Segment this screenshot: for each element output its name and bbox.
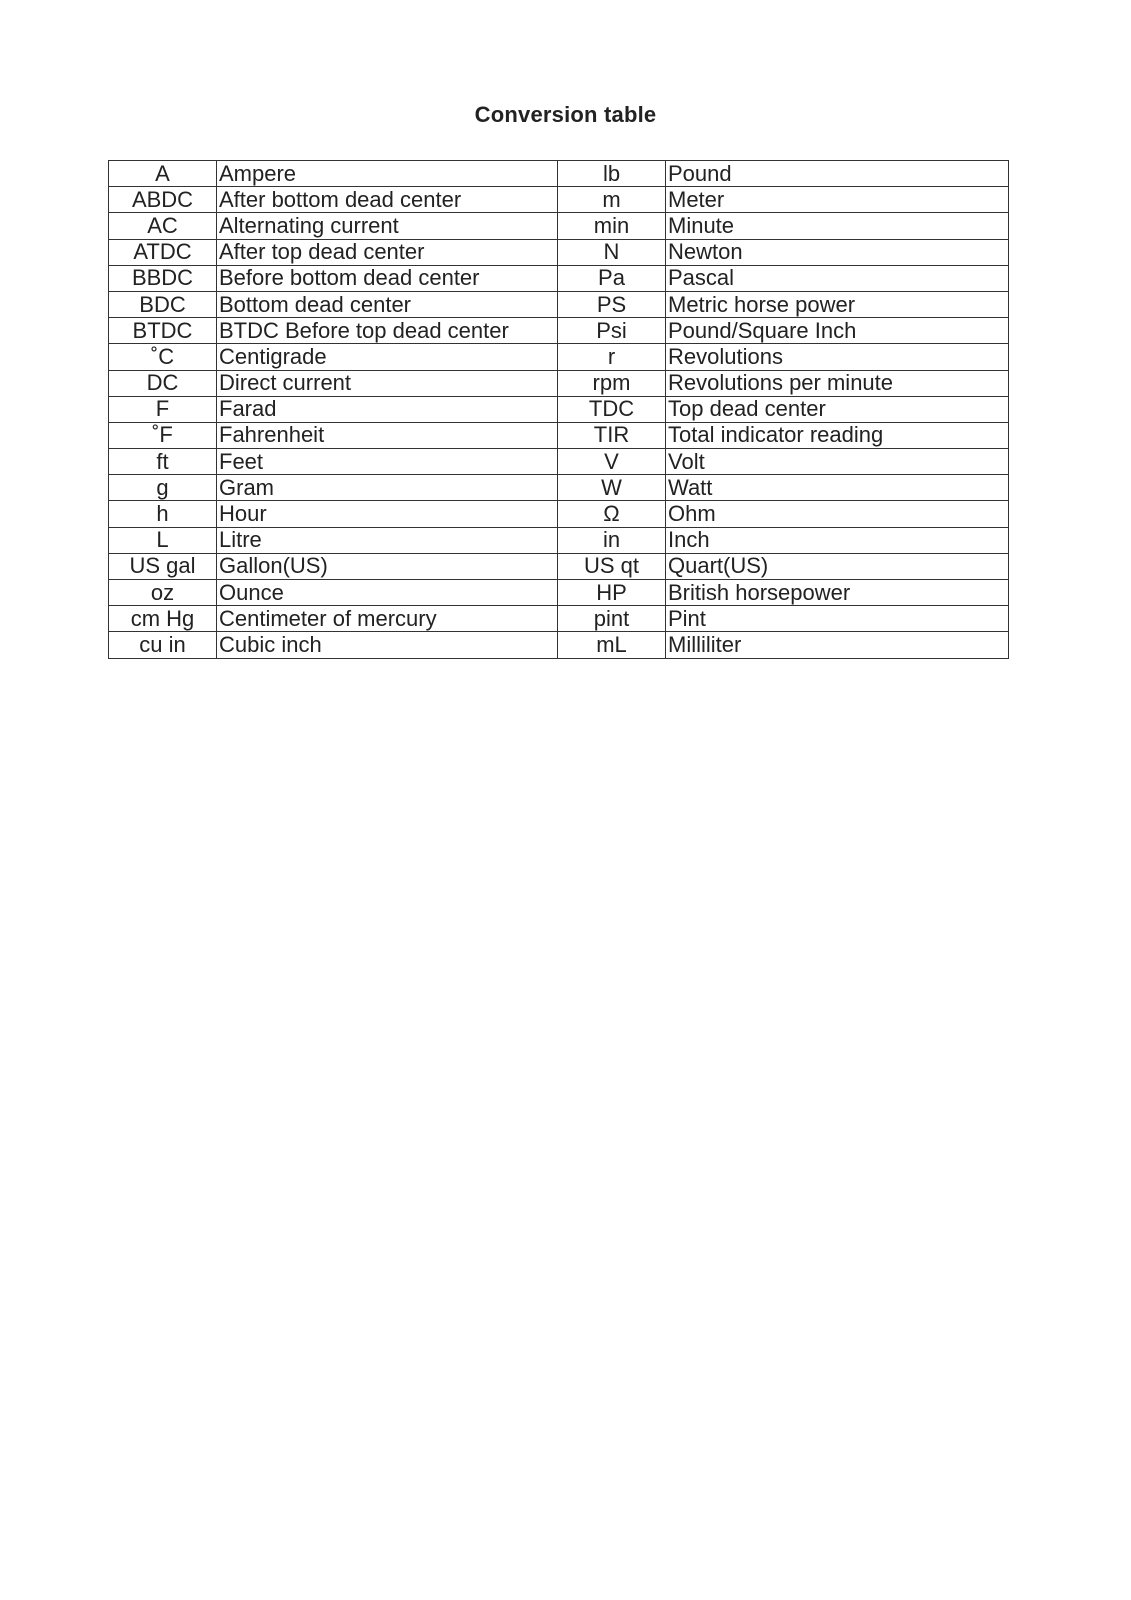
unit-description-right: Ohm: [666, 501, 1009, 527]
table-row: [109, 475, 1009, 501]
unit-abbreviation-left: ˚F: [109, 422, 217, 448]
unit-description-right: Volt: [666, 449, 1009, 475]
table-row: [109, 370, 1009, 396]
unit-abbreviation-left: L: [109, 527, 217, 553]
unit-abbreviation-right: pint: [558, 606, 666, 632]
unit-abbreviation-right: in: [558, 527, 666, 553]
unit-description-right: Top dead center: [666, 396, 1009, 422]
unit-description-right: Milliliter: [666, 632, 1009, 658]
unit-description-left: Litre: [217, 527, 558, 553]
unit-abbreviation-right: PS: [558, 291, 666, 317]
table-row: [109, 161, 1009, 187]
unit-abbreviation-right: min: [558, 213, 666, 239]
unit-abbreviation-left: cm Hg: [109, 606, 217, 632]
table-row: [109, 580, 1009, 606]
table-row: [109, 396, 1009, 422]
unit-description-right: Revolutions: [666, 344, 1009, 370]
unit-abbreviation-right: V: [558, 449, 666, 475]
unit-description-right: Minute: [666, 213, 1009, 239]
unit-description-right: Quart(US): [666, 553, 1009, 579]
table-row: [109, 318, 1009, 344]
table-row: [109, 527, 1009, 553]
unit-description-left: Before bottom dead center: [217, 265, 558, 291]
unit-description-left: Fahrenheit: [217, 422, 558, 448]
unit-abbreviation-left: ft: [109, 449, 217, 475]
table-row: [109, 344, 1009, 370]
unit-abbreviation-left: BDC: [109, 291, 217, 317]
unit-description-left: Farad: [217, 396, 558, 422]
unit-description-right: Metric horse power: [666, 291, 1009, 317]
unit-abbreviation-right: m: [558, 187, 666, 213]
unit-abbreviation-right: US qt: [558, 553, 666, 579]
unit-description-right: Pascal: [666, 265, 1009, 291]
unit-abbreviation-left: cu in: [109, 632, 217, 658]
table-row: [109, 553, 1009, 579]
unit-description-right: Meter: [666, 187, 1009, 213]
table-row: [109, 632, 1009, 658]
unit-abbreviation-right: TIR: [558, 422, 666, 448]
unit-abbreviation-left: AC: [109, 213, 217, 239]
unit-abbreviation-left: BTDC: [109, 318, 217, 344]
unit-abbreviation-right: r: [558, 344, 666, 370]
unit-description-left: BTDC Before top dead center: [217, 318, 558, 344]
table-row: [109, 291, 1009, 317]
unit-abbreviation-right: lb: [558, 161, 666, 187]
unit-description-left: Ampere: [217, 161, 558, 187]
unit-abbreviation-right: N: [558, 239, 666, 265]
unit-abbreviation-left: US gal: [109, 553, 217, 579]
unit-description-left: Gram: [217, 475, 558, 501]
unit-abbreviation-left: ATDC: [109, 239, 217, 265]
unit-description-right: Total indicator reading: [666, 422, 1009, 448]
unit-abbreviation-left: oz: [109, 580, 217, 606]
unit-abbreviation-left: A: [109, 161, 217, 187]
table-row: [109, 213, 1009, 239]
unit-description-left: Bottom dead center: [217, 291, 558, 317]
unit-abbreviation-left: DC: [109, 370, 217, 396]
unit-abbreviation-left: F: [109, 396, 217, 422]
unit-description-left: Feet: [217, 449, 558, 475]
unit-description-left: Cubic inch: [217, 632, 558, 658]
unit-abbreviation-left: ABDC: [109, 187, 217, 213]
unit-description-right: Inch: [666, 527, 1009, 553]
page-title: Conversion table: [474, 102, 657, 127]
unit-abbreviation-right: rpm: [558, 370, 666, 396]
table-row: [109, 449, 1009, 475]
conversion-table: [108, 160, 1009, 659]
unit-abbreviation-right: TDC: [558, 396, 666, 422]
unit-description-left: Ounce: [217, 580, 558, 606]
table-row: [109, 606, 1009, 632]
unit-abbreviation-right: Psi: [558, 318, 666, 344]
unit-description-left: Gallon(US): [217, 553, 558, 579]
unit-description-right: British horsepower: [666, 580, 1009, 606]
table-row: [109, 265, 1009, 291]
unit-description-right: Newton: [666, 239, 1009, 265]
unit-abbreviation-left: g: [109, 475, 217, 501]
unit-abbreviation-left: ˚C: [109, 344, 217, 370]
unit-abbreviation-left: h: [109, 501, 217, 527]
unit-description-left: Centigrade: [217, 344, 558, 370]
unit-description-right: Watt: [666, 475, 1009, 501]
unit-description-left: Alternating current: [217, 213, 558, 239]
unit-description-left: Hour: [217, 501, 558, 527]
unit-abbreviation-right: Pa: [558, 265, 666, 291]
unit-description-right: Pound/Square Inch: [666, 318, 1009, 344]
unit-abbreviation-left: BBDC: [109, 265, 217, 291]
unit-description-right: Revolutions per minute: [666, 370, 1009, 396]
unit-abbreviation-right: W: [558, 475, 666, 501]
unit-description-left: After bottom dead center: [217, 187, 558, 213]
unit-abbreviation-right: Ω: [558, 501, 666, 527]
table-row: [109, 187, 1009, 213]
table-row: [109, 501, 1009, 527]
unit-description-right: Pint: [666, 606, 1009, 632]
unit-description-right: Pound: [666, 161, 1009, 187]
table-row: [109, 239, 1009, 265]
unit-description-left: Centimeter of mercury: [217, 606, 558, 632]
unit-description-left: After top dead center: [217, 239, 558, 265]
unit-abbreviation-right: mL: [558, 632, 666, 658]
unit-abbreviation-right: HP: [558, 580, 666, 606]
unit-description-left: Direct current: [217, 370, 558, 396]
table-row: [109, 422, 1009, 448]
conversion-table-body: [109, 161, 1009, 659]
